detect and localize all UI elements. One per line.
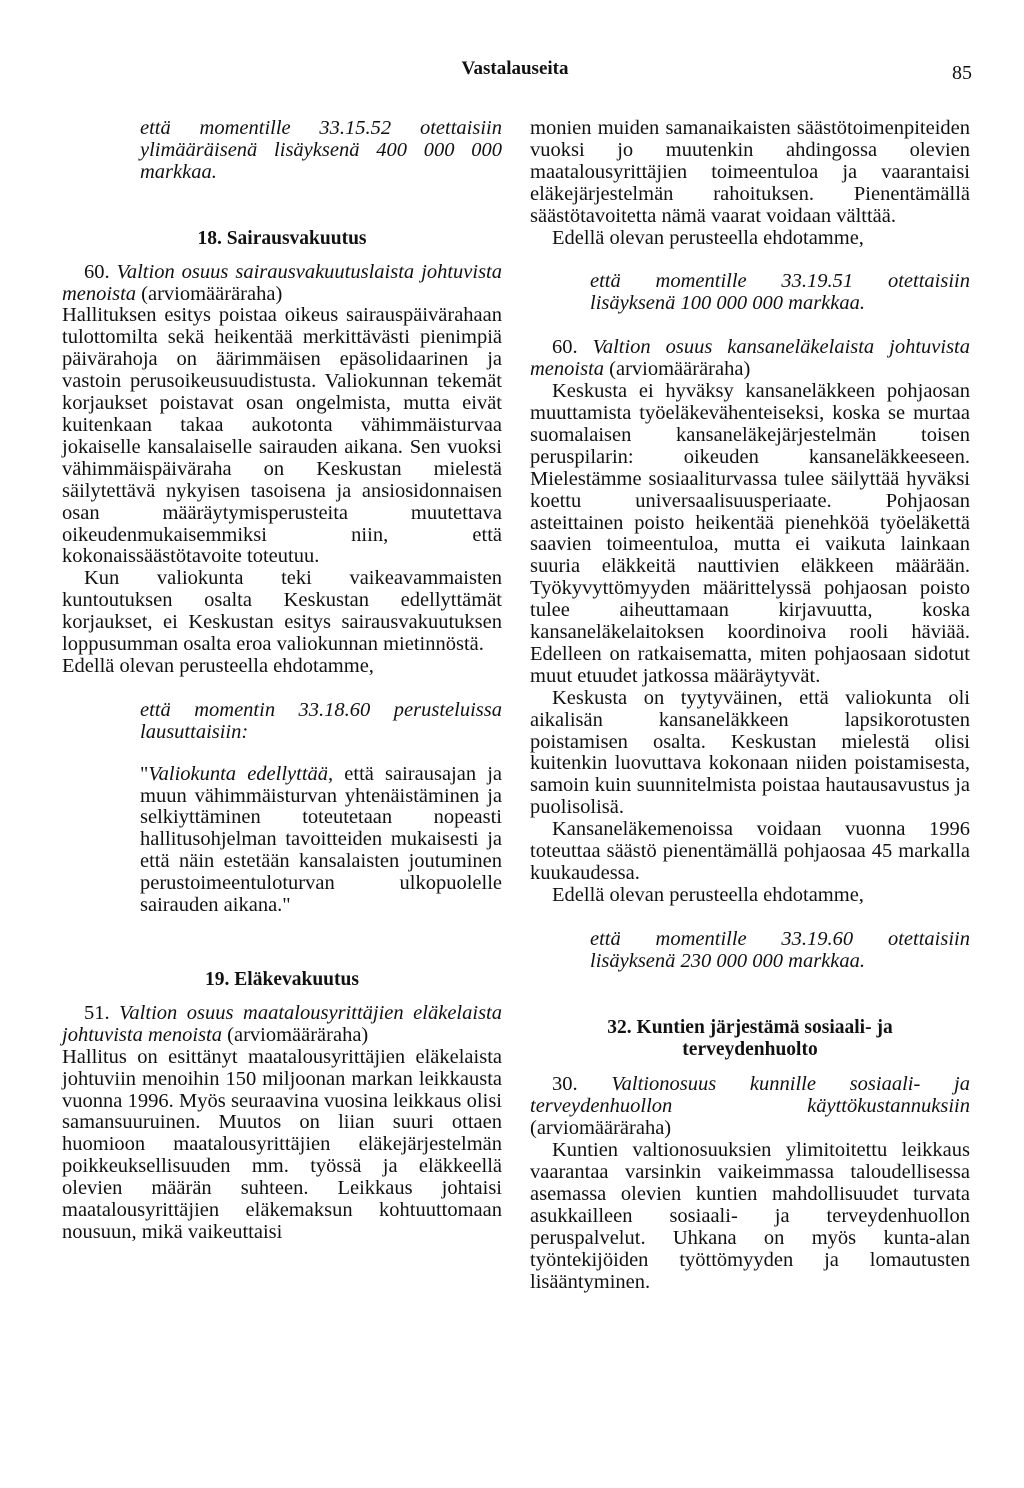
section-heading-18: 18. Sairausvakuutus bbox=[197, 227, 367, 249]
paragraph: Edellä olevan perusteella ehdotamme, bbox=[62, 654, 374, 677]
paragraph: Edellä olevan perusteella ehdotamme, bbox=[552, 883, 864, 906]
item-note: (arviomääräraha) bbox=[530, 1117, 672, 1140]
item-number: 60. bbox=[84, 260, 110, 283]
item-heading-51 bbox=[62, 1003, 502, 1047]
item-title: Valtion osuus maatalousyrittäjien eläkelaista johtuvista menoista bbox=[62, 1001, 502, 1046]
item-note: (arviomääräraha) bbox=[227, 1023, 369, 1046]
item-note: (arviomääräraha) bbox=[141, 282, 283, 305]
quote-italic: Valiokunta edellyttää, bbox=[148, 762, 334, 785]
left-column bbox=[62, 118, 502, 1244]
paragraph: Kuntien valtionosuuksien ylimitoitettu leikkaus vaarantaa varsinkin vaikeimmassa taloudellisessa asemassa olevien kuntien mahdollisuudet turvata asukkailleen sosiaali- ja terveydenhuollon peruspalvelut. Uhkana on myös kunta-alan työntekijöiden työttömyyden ja lomautusten lisääntyminen. bbox=[530, 1139, 970, 1293]
paragraph: Keskusta ei hyväksy kansaneläkkeen pohjaosan muuttamista työeläkevähenteiseksi, koska se murtaa suomalaisen kansaneläkejärjestelmän toisen peruspilarin: oikeuden kansaneläkkeeseen. Mielestämme sosiaaliturvassa tulee säilyttää hyväksi koettu universaalisuusperiaate. Pohjaosan asteittainen poisto heikentää pienehköä työeläkettä saavien toimeentuloa, mutta ei vaikuta lainkaan suuria eläkkeitä nauttivien eläkkeen määrään. Työkyvyttömyyden määrittelyssä pohjaosan poisto tulee aiheuttamaan kirjavuutta, koska kansaneläkelaitoksen koordinoiva rooli häviää. Edelleen on ratkaisematta, miten pohjaosaan sidotut muut etuudet jatkossa määräytyvät. bbox=[530, 380, 970, 687]
item-heading-60 bbox=[62, 262, 502, 306]
motion-33-15-52: että momentille 33.15.52 otettaisiin ylimääräisenä lisäyksenä 400 000 000 markkaa. bbox=[140, 117, 502, 183]
paragraph: Edellä olevan perusteella ehdotamme, bbox=[552, 226, 864, 249]
item-number: 30. bbox=[552, 1073, 578, 1096]
paragraph: Kansaneläkemenoissa voidaan vuonna 1996 toteuttaa säästö pienentämällä pohjaosaa 45 markalla kuukaudessa. bbox=[530, 818, 970, 884]
item-title: Valtionosuus kunnille sosiaali- ja terveydenhuollon käyttökustannuksiin bbox=[530, 1073, 970, 1118]
item-heading-60 bbox=[530, 337, 970, 381]
item-note: (arviomääräraha) bbox=[609, 358, 751, 381]
paragraph: Kun valiokunta teki vaikeavammaisten kuntoutuksen osalta Keskustan edellyttämät korjaukset, ei Keskustan esitys sairausvakuutuksen loppusumman osalta eroa valiokunnan mietinnöstä. bbox=[62, 567, 502, 656]
item-heading-30 bbox=[530, 1074, 970, 1140]
quote-mark: " bbox=[140, 762, 149, 785]
quoted-statement bbox=[140, 764, 502, 917]
item-number: 51. bbox=[84, 1001, 110, 1024]
paragraph: Hallitus on esittänyt maatalousyrittäjien eläkelaista johtuviin menoihin 150 miljoonan markan leikkausta vuonna 1996. Myös seuraavina vuosina leikkaus olisi samansuuruinen. Muutos on liian suuri ottaen huomioon maatalousyrittäjien eläkejärjestelmän poikkeuksellisuuden mm. työssä ja eläkkeellä olevien määrän suhteen. Leikkaus johtaisi maatalousyrittäjien eläkemaksun kohtuuttomaan nousuun, mikä vaikeuttaisi bbox=[62, 1045, 502, 1243]
paragraph: monien muiden samanaikaisten säästötoimenpiteiden vuoksi jo muutenkin ahdingossa olevien maatalousyrittäjien toimeentuloa ja vaarantaisi eläkejärjestelmän rahoituksen. Pienentämällä säästötavoitetta nämä vaarat voidaan välttää. bbox=[530, 117, 970, 227]
motion-33-19-60: että momentille 33.19.60 otettaisiin lisäyksenä 230 000 000 markkaa. bbox=[590, 927, 970, 972]
quote-text: että sairausajan ja muun vähimmäisturvan yhtenäistäminen ja selkiyttäminen toteutetaan nopeasti hallitusohjelman tavoitteiden mukaisesti ja että näin estetään kansalaisten joutuminen perustoimeentuloturvan ulkopuolelle sairauden aikana." bbox=[140, 762, 503, 917]
section-heading-19: 19. Eläkevakuutus bbox=[205, 969, 359, 990]
item-number: 60. bbox=[552, 336, 578, 359]
paragraph: Keskusta on tyytyväinen, että valiokunta oli aikalisän kansaneläkkeen lapsikorotusten poistamisen osalta. Keskustan mielestä olisi kuitenkin luovuttava kokonaan niiden poistamisesta, samoin kuin suunnitelmista poistaa hautausavustus ja puolisolisä. bbox=[530, 686, 970, 819]
motion-33-18-60: että momentin 33.18.60 perusteluissa lausuttaisiin: bbox=[140, 698, 502, 743]
running-header: Vastalauseita bbox=[461, 58, 569, 79]
item-title: Valtion osuus kansaneläkelaista johtuvista menoista bbox=[530, 336, 970, 381]
paragraph: Hallituksen esitys poistaa oikeus sairauspäivärahaan tulottomilta sekä heikentää merkittävästi pienimpiä päivärahoja on äärimmäisen epäsolidaarinen ja vastoin perusoikeusuudistusta. Valiokunnan tekemät korjaukset poistavat osan ongelmista, mutta eivät kuitenkaan takaa aukotonta vähimmäisturvaa jokaiselle kansalaiselle sairauden aikana. Sen vuoksi vähimmäispäiväraha on Keskustan mielestä säilytettävä nykyisen tasoisena ja ansiosidonnaisen osan määräytymisperusteita muutettava oikeudenmukaisemmiksi niin, että kokonaissäästötavoite toteutuu. bbox=[62, 304, 502, 568]
item-title: Valtion osuus sairausvakuutuslaista johtuvista menoista bbox=[62, 260, 503, 305]
page-number: 85 bbox=[952, 62, 972, 84]
motion-33-19-51: että momentille 33.19.51 otettaisiin lisäyksenä 100 000 000 markkaa. bbox=[590, 270, 970, 315]
right-column bbox=[530, 118, 970, 1294]
section-heading-32: 32. Kuntien järjestämä sosiaali- ja terveydenhuolto bbox=[607, 1016, 893, 1060]
